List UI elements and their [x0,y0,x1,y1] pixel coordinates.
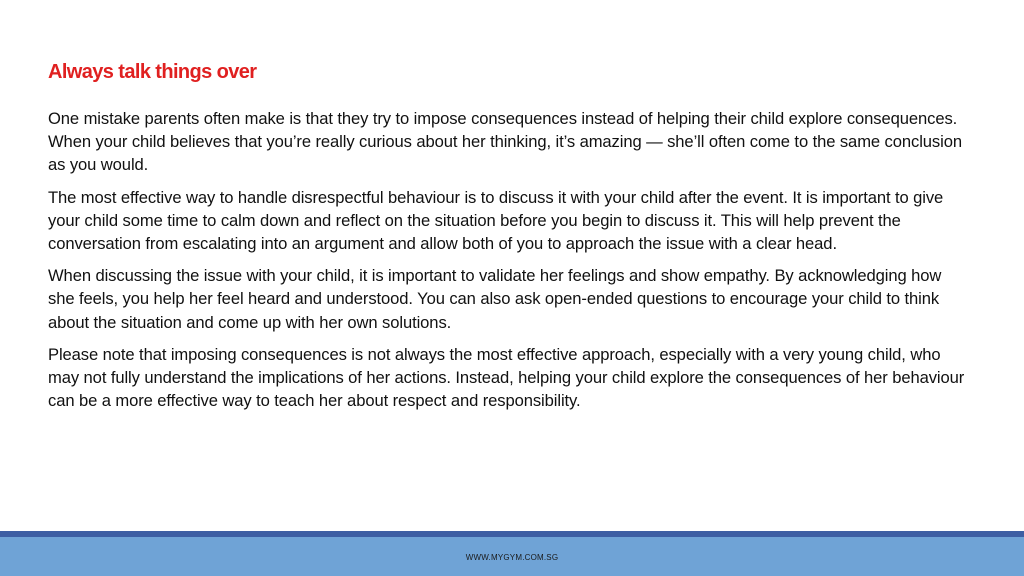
paragraph-2: The most effective way to handle disrespectful behaviour is to discuss it with your child after the event. It is important to give your child some time to calm down and reflect on the situation before you begin to discuss it. This will help prevent the conversation from escalating into an argument and allow both of you to approach the issue with a clear head. [48,187,944,254]
footer-bar [0,537,1024,576]
slide-heading: Always talk things over [48,61,257,83]
footer-website: WWW.MYGYM.COM.SG [465,553,559,562]
paragraph-1: One mistake parents often make is that they try to impose consequences instead of helping their child explore consequences. When your child believes that you’re really curious about her thinking, it’s amazing — she’ll often come to the same conclusion as you would. [48,109,962,175]
paragraph-3: When discussing the issue with your child, it is important to validate her feelings and show empathy. By acknowledging how she feels, you help her feel heard and understood. You can also ask open-ended questions to encourage your child to think about the situation and come up with her own solutions. [48,266,942,332]
paragraph-4: Please note that imposing consequences is not always the most effective approach, especially with a very young child, who may not fully understand the implications of her actions. Instead, helping your child explore the consequences of her behaviour can be a more effective way to teach her about respect and responsibility. [48,344,965,411]
slide-body [48,107,968,421]
